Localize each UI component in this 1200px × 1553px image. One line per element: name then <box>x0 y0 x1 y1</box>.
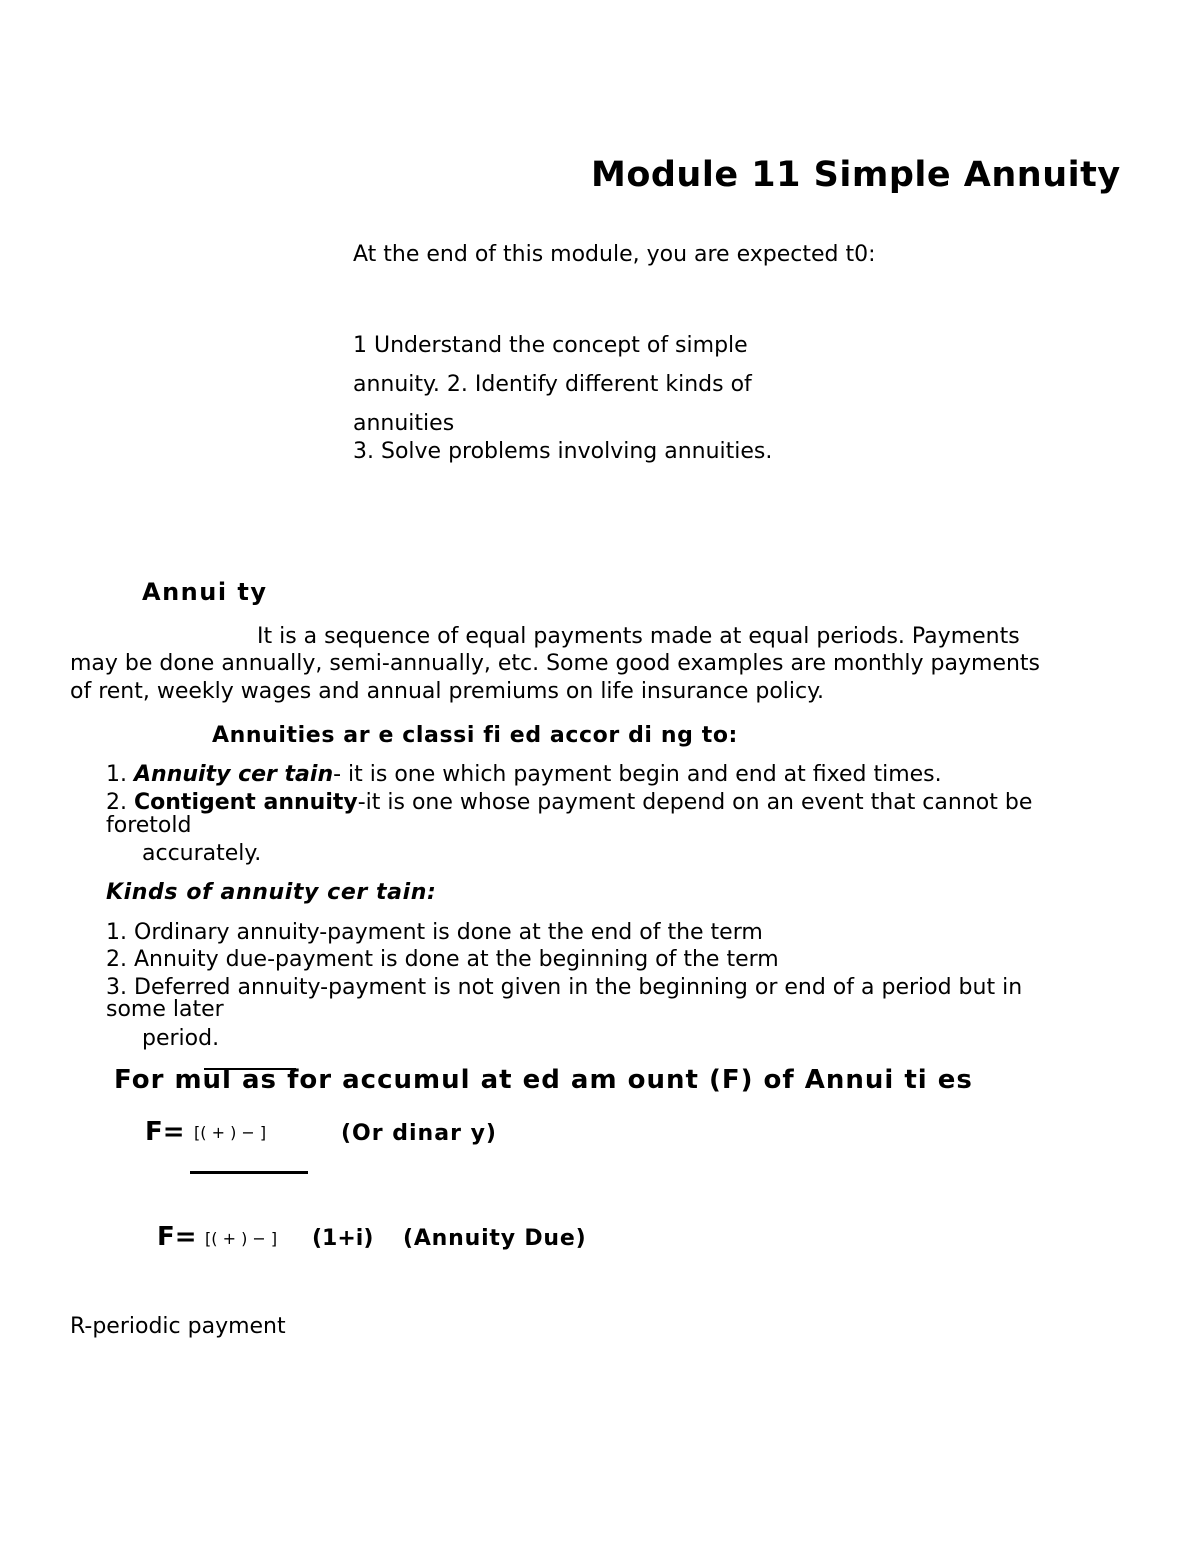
definition-line-2: may be done annually, semi-annually, etc. Some good examples are monthly payments <box>70 651 1041 676</box>
fraction-bar-remnant <box>190 1171 308 1174</box>
definition-line-1: It is a sequence of equal payments made at equal periods. Payments <box>257 624 1020 649</box>
objective-line-1: 1 Understand the concept of simple <box>353 333 748 358</box>
annuity-heading: Annui ty <box>142 578 268 606</box>
class-item-term: Annuity cer tain <box>134 762 334 787</box>
objective-line-3: 3. Solve problems involving annuities. <box>353 439 773 464</box>
kind-item-text: Deferred annuity-payment is not given in the beginning or end of a period but in <box>134 975 1023 1000</box>
formula-due-factor: (1+i) <box>312 1226 374 1251</box>
class-item-text: - it is one which payment begin and end at fixed times. <box>333 762 942 787</box>
definition-line-3: of rent, weekly wages and annual premiums on life insurance policy. <box>70 679 824 704</box>
formula-ordinary-label: (Or dinar y) <box>341 1121 497 1146</box>
kind-item-number: 1. <box>106 920 127 945</box>
kind-item-1 <box>106 922 763 944</box>
kind-item-number: 3. <box>106 975 127 1000</box>
class-item-2 <box>106 792 1032 814</box>
kind-item-number: 2. <box>106 947 127 972</box>
formula-ordinary-expression: [( + ) − ] <box>194 1123 267 1142</box>
formula-due-lhs: F= <box>157 1222 197 1252</box>
objective-line-2: annuity. 2. Identify different kinds of <box>353 372 752 397</box>
classification-heading: Annuities ar e classi fi ed accor di ng to: <box>212 723 738 748</box>
kind-item-text: Ordinary annuity-payment is done at the end of the term <box>134 920 763 945</box>
class-item-2-continuation: foretold <box>106 813 192 838</box>
class-item-text: -it is one whose payment depend on an event that cannot be <box>357 790 1033 815</box>
class-item-number: 1. <box>106 762 127 787</box>
kind-item-3-continuation: some later <box>106 997 224 1022</box>
class-item-number: 2. <box>106 790 127 815</box>
formula-ordinary-lhs: F= <box>145 1117 185 1147</box>
class-item-1 <box>106 764 942 786</box>
formulas-heading: For mul as for accumul at ed am ount (F) of Annui ti es <box>114 1065 973 1095</box>
intro-text: At the end of this module, you are expected t0: <box>353 242 876 267</box>
kind-item-3-continuation-2: period. <box>142 1026 220 1051</box>
class-item-2-continuation-2: accurately. <box>142 841 262 866</box>
page-title: Module 11 Simple Annuity <box>591 155 1121 195</box>
kind-item-text: Annuity due-payment is done at the beginning of the term <box>134 947 779 972</box>
kinds-heading: Kinds of annuity cer tain: <box>106 880 437 905</box>
r-definition: R-periodic payment <box>70 1314 286 1339</box>
objective-line-2b: annuities <box>353 411 455 436</box>
formula-due-expression: [( + ) − ] <box>205 1229 278 1248</box>
formula-due-label: (Annuity Due) <box>403 1226 587 1251</box>
kind-item-3 <box>106 977 1022 999</box>
kind-item-2 <box>106 949 779 971</box>
class-item-term: Contigent annuity <box>134 790 358 815</box>
